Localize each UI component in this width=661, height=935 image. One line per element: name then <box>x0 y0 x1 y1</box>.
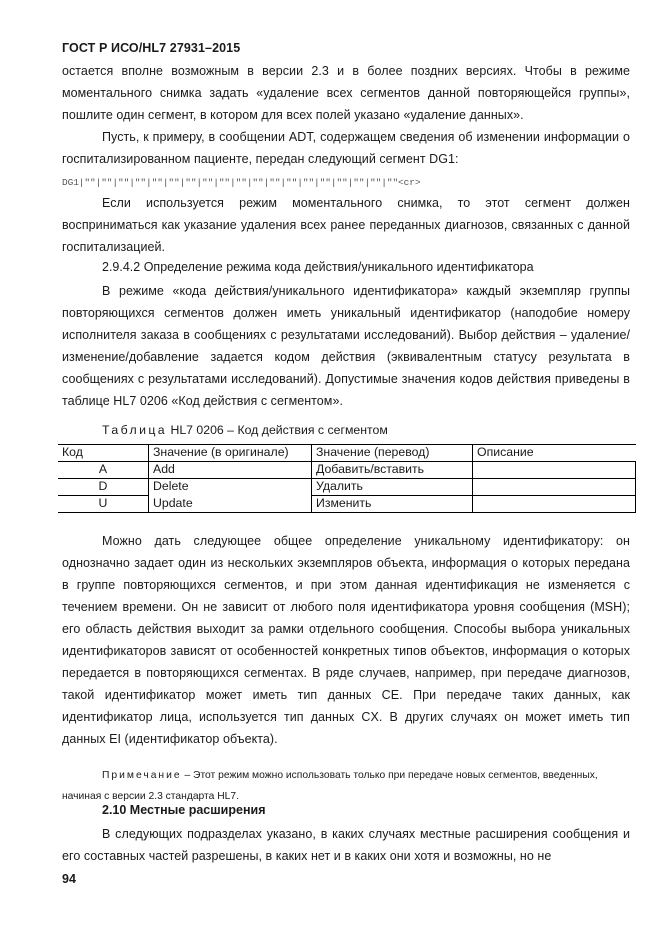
table-cell: Добавить/вставить <box>312 462 473 479</box>
table-header-cell: Описание <box>473 445 636 462</box>
table-caption-rest: HL7 0206 – Код действия с сегментом <box>170 423 388 437</box>
table-cell: Delete <box>149 479 312 496</box>
table-cell <box>473 462 636 479</box>
table-row <box>58 462 636 479</box>
paragraph-local-extensions: В следующих подразделах указано, в каких случаях местные расширения сообщения и его составных частей разрешены, в каких нет и в каких они хотя и возможны, но не <box>62 827 630 863</box>
table-cell: Изменить <box>312 496 473 513</box>
page-number: 94 <box>62 872 76 886</box>
table-cell <box>473 479 636 496</box>
table-cell <box>473 496 636 513</box>
table-cell: Удалить <box>312 479 473 496</box>
table-header-cell: Код <box>58 445 149 462</box>
table-cell: D <box>98 479 108 493</box>
subsection-heading: 2.9.4.2 Определение режима кода действия/уникального идентификатора <box>102 260 534 274</box>
table-header-row <box>58 445 636 462</box>
table-row <box>58 496 636 513</box>
action-code-table <box>58 444 636 513</box>
note <box>62 765 630 807</box>
paragraph-action-code: В режиме «кода действия/уникального идентификатора» каждый экземпляр группы повторяющихся сегментов должен иметь уникальный идентификатор (наподобие номеру исполнителя заказа в сообщениях с результатами исследований). Выбор действия – удаление/изменение/добавление задается кодом действия (эквивалентным статусу результата в сообщениях с результатами исследований). Допустимые значения кодов действия приведены в таблице HL7 0206 «Код действия с сегментом». <box>62 284 630 408</box>
table-header-cell: Значение (в оригинале) <box>149 445 312 462</box>
table-caption-word: Таблица <box>102 423 168 437</box>
table-cell: U <box>58 496 149 513</box>
document-header: ГОСТ Р ИСО/HL7 27931–2015 <box>62 41 241 55</box>
table-caption <box>102 423 388 437</box>
note-label: Примечание <box>102 770 182 781</box>
table-cell: Add <box>149 462 312 479</box>
paragraph-continuation: остается вполне возможным в версии 2.3 и в более поздних версиях. Чтобы в режиме моментального снимка задать «удаление всех сегментов данной повторяющейся группы», пошлите один сегмент, в котором для всех полей указано «удаление данных». <box>62 64 630 122</box>
table-cell: Update <box>149 496 312 513</box>
table-row <box>58 479 636 496</box>
paragraph-unique-id: Можно дать следующее общее определение уникальному идентификатору: он однозначно задает один из нескольких экземпляров объекта, информация о которых передана в группе повторяющихся сегментов, и при этом данная идентификация не изменяется с течением времени. Он не зависит от любого поля идентификатора уровня сообщения (MSH); его область действия выходит за рамки отдельного сообщения. Способы выбора уникальных идентификаторов зависят от особенностей конкретных типов объектов, информация о которых передается в повторяющихся сегментах. В ряде случаев, например, при передаче диагнозов, такой идентификатор может иметь тип данных CE. При передаче таких данных, как идентификатор лица, используется тип данных CX. В других случаях он может иметь тип данных EI (идентификатор объекта). <box>62 534 630 746</box>
paragraph-example: Пусть, к примеру, в сообщении ADT, содержащем сведения об изменении информации о госпитализированном пациенте, передан следующий сегмент DG1: <box>62 130 630 166</box>
note-text: – Этот режим можно использовать только при передаче новых сегментов, введенных, начиная с версии 2.3 стандарта HL7. <box>62 770 598 802</box>
code-segment-dg1: DG1|""|""|""|""|""|""|""|""|""|""|""|""|""|""|""|""|""|""|""<cr> <box>62 177 421 188</box>
section-heading: 2.10 Местные расширения <box>102 803 266 817</box>
table-cell: A <box>58 462 149 479</box>
table-header-cell: Значение (перевод) <box>312 445 473 462</box>
paragraph-snapshot: Если используется режим моментального снимка, то этот сегмент должен восприниматься как указание удаления всех ранее переданных диагнозов, связанных с данной госпитализацией. <box>62 196 630 254</box>
